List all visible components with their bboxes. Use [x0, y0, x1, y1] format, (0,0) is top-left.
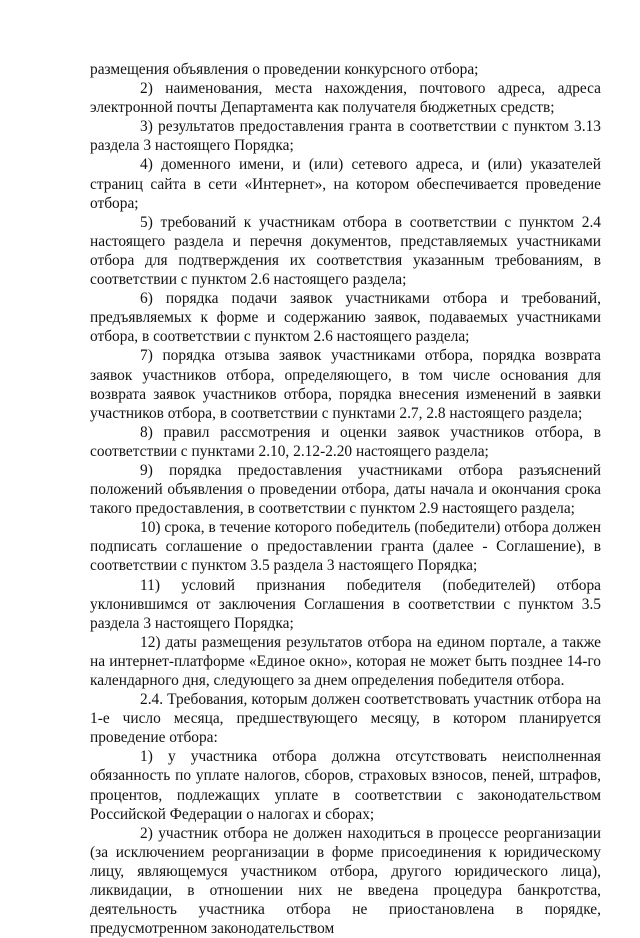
- paragraph-item-9: 9) порядка предоставления участниками отбора разъяснений положений объявления о проведении отбора, даты начала и окончания срока такого предоставления, в соответствии с пунктом 2.9 настоящего раздела;: [90, 461, 601, 518]
- paragraph-item-5: 5) требований к участникам отбора в соответствии с пунктом 2.4 настоящего раздела и перечня документов, представляемых участниками отбора для подтверждения их соответствия указанным требованиям, в соответствии с пунктом 2.6 настоящего раздела;: [90, 213, 601, 289]
- paragraph-item-3: 3) результатов предоставления гранта в соответствии с пунктом 3.13 раздела 3 настоящего Порядка;: [90, 118, 601, 155]
- paragraph-continuation: размещения объявления о проведении конкурсного отбора;: [90, 61, 479, 78]
- paragraph-item-11: 11) условий признания победителя (победителей) отбора уклонившимся от заключения Соглашения в соответствии с пунктом 3.5 раздела 3 настоящего Порядка;: [90, 576, 601, 632]
- paragraph-item-12: 12) даты размещения результатов отбора на едином портале, а также на интернет-платформе «Единое окно», которая не может быть позднее 14-го календарного дня, следующего за днем определения победителя отбора.: [90, 633, 601, 689]
- paragraph-item-2: 2) наименования, места нахождения, почтового адреса, адреса электронной почты Департамента как получателя бюджетных средств;: [90, 80, 601, 117]
- paragraph-item-4: 4) доменного имени, и (или) сетевого адреса, и (или) указателей страниц сайта в сети «Интернет», на котором обеспечивается проведение отбора;: [90, 156, 601, 212]
- section-2-4-heading: 2.4. Требования, которым должен соответствовать участник отбора на 1-е число месяца, предшествующего месяцу, в котором планируется проведение отбора:: [90, 691, 601, 747]
- paragraph-item-6: 6) порядка подачи заявок участниками отбора и требований, предъявляемых к форме и содержанию заявок, подаваемых участниками отбора, в соответствии с пунктом 2.6 настоящего раздела;: [90, 290, 601, 346]
- requirement-item-2: 2) участник отбора не должен находиться в процессе реорганизации (за исключением реорганизации в форме присоединения к юридическому лицу, являющемуся участником отбора, другого юридического лица), ликвидации, в отношении них не введена процедура банкротства, деятельность участника отбора не приостановлена в порядке, предусмотренном законодательством: [90, 824, 601, 938]
- requirement-item-1: 1) у участника отбора должна отсутствовать неисполненная обязанность по уплате налогов, сборов, страховых взносов, пеней, штрафов, процентов, подлежащих уплате в соответствии с законодательством Российской Федерации о налогах и сборах;: [90, 748, 601, 823]
- document-page: [90, 60, 601, 938]
- paragraph-item-7: 7) порядка отзыва заявок участниками отбора, порядка возврата заявок участников отбора, определяющего, в том числе основания для возврата заявок участников отбора, порядка внесения изменений в заявки участников отбора, в соответствии с пунктами 2.7, 2.8 настоящего раздела;: [90, 347, 601, 422]
- paragraph-item-10: 10) срока, в течение которого победитель (победители) отбора должен подписать соглашение о предоставлении гранта (далее - Соглашение), в соответствии с пунктом 3.5 раздела 3 настоящего Порядка;: [90, 519, 601, 575]
- paragraph-item-8: 8) правил рассмотрения и оценки заявок участников отбора, в соответствии с пунктами 2.10, 2.12-2.20 настоящего раздела;: [90, 423, 601, 460]
